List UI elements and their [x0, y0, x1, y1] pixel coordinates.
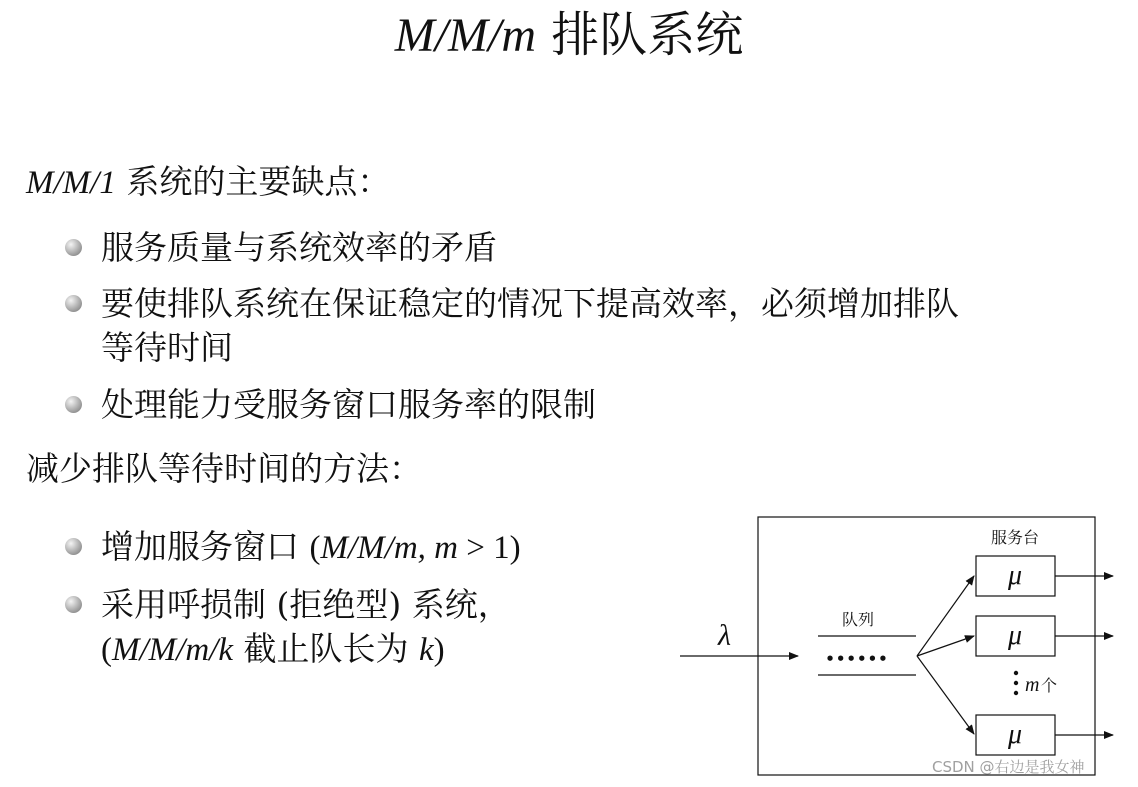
- bullet-paren: (: [309, 530, 321, 566]
- bullet-text-line: 等待时间: [101, 328, 233, 367]
- bullet-paren: ): [509, 530, 521, 566]
- title-text: 排队系统: [536, 7, 744, 63]
- server-count-unit: 个: [1041, 676, 1058, 695]
- service-rate-label: μ: [1007, 560, 1023, 591]
- title-math: M/M/m: [394, 9, 537, 62]
- vertical-ellipsis-icon: [1014, 691, 1018, 695]
- vertical-ellipsis-icon: [1014, 681, 1018, 685]
- section1-heading-text: 系统的主要缺点：: [115, 162, 391, 201]
- queue-dots: ••••••: [825, 650, 889, 668]
- section1-heading-math: M/M/1: [26, 165, 116, 201]
- server-header-label: 服务台: [990, 528, 1040, 547]
- bullet-paren: (: [101, 632, 112, 668]
- section2-heading: 减少排队等待时间的方法：: [26, 449, 422, 488]
- server-count-var: m: [1025, 674, 1040, 696]
- dispatch-arrow-2: [917, 636, 974, 656]
- service-rate-label: μ: [1007, 719, 1023, 750]
- bullet-text: 处理能力受服务窗口服务率的限制: [101, 385, 596, 424]
- bullet-text-line: 采用呼损制 (拒绝型) 系统，: [101, 585, 511, 624]
- arrival-rate-label: λ: [718, 619, 731, 652]
- dispatch-arrow-3: [917, 656, 974, 734]
- watermark: CSDN @右边是我女神: [932, 758, 1085, 776]
- queue-label: 队列: [841, 610, 875, 629]
- vertical-ellipsis-icon: [1014, 671, 1018, 675]
- bullet-paren: ): [433, 632, 445, 668]
- bullet-text-part: 截止队长为: [232, 629, 419, 668]
- dispatch-arrow-1: [917, 576, 974, 656]
- bullet-text-part: 增加服务窗口: [101, 527, 310, 566]
- bullet-math-op: > 1: [457, 530, 510, 566]
- bullet-math: M/M/m, m: [320, 530, 458, 566]
- bullet-math-var: k: [418, 632, 434, 668]
- service-rate-label: μ: [1007, 620, 1023, 651]
- bullet-math: M/M/m/k: [112, 632, 233, 668]
- bullet-text: 服务质量与系统效率的矛盾: [101, 228, 497, 267]
- bullet-text-line: 要使排队系统在保证稳定的情况下提高效率，必须增加排队: [101, 284, 959, 323]
